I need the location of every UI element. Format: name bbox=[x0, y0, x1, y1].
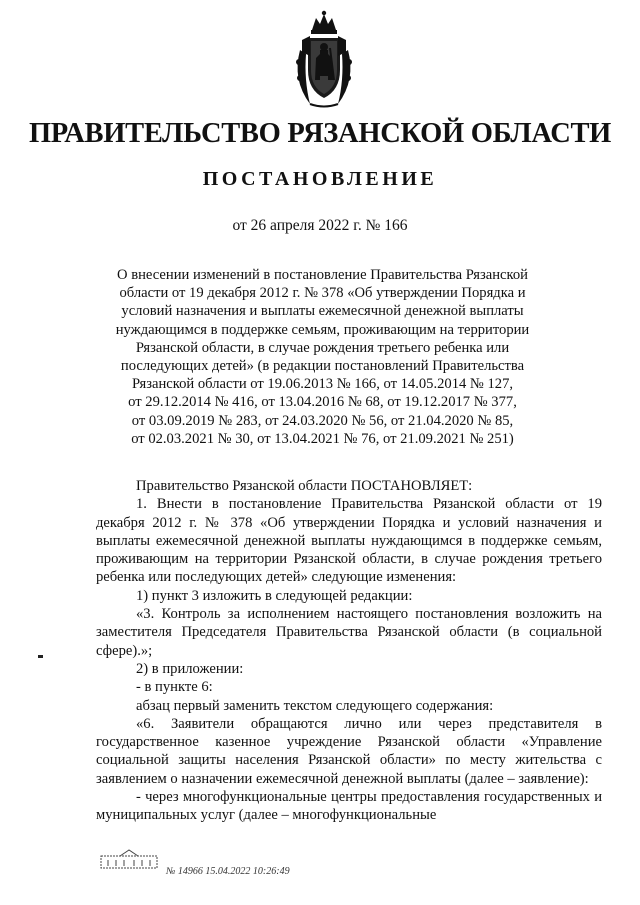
subject-line: области от 19 декабря 2012 г. № 378 «Об утверждении Порядка и bbox=[119, 285, 526, 302]
subject-line: от 29.12.2014 № 416, от 13.04.2016 № 68, от 19.12.2017 № 377, bbox=[128, 394, 517, 411]
document-date-number: от 26 апреля 2022 г. № 166 bbox=[232, 217, 408, 234]
body-paragraph: 1. Внести в постановление Правительства Рязанской области от 19 декабря 2012 г. № 378 «Об утверждении Порядка и условий назначения и выплаты ежемесячной денежной выплаты нуждающимся в поддержке семьям, проживающим на территории Рязанской области, в случае рождения третьего ребенка или последующих детей» следующие изменения: bbox=[96, 496, 602, 586]
subject-line: условий назначения и выплаты ежемесячной денежной выплаты bbox=[121, 303, 524, 320]
body-paragraph: 1) пункт 3 изложить в следующей редакции: bbox=[136, 587, 413, 604]
document-subject bbox=[100, 266, 545, 448]
body-paragraph: абзац первый заменить текстом следующего содержания: bbox=[136, 697, 494, 714]
registration-stamp: № 14966 15.04.2022 10:26:49 bbox=[166, 866, 290, 877]
registry-stamp-icon bbox=[100, 848, 158, 870]
body-paragraph: Правительство Рязанской области ПОСТАНОВЛЯЕТ: bbox=[136, 478, 473, 494]
subject-line: от 03.09.2019 № 283, от 24.03.2020 № 56, от 21.04.2020 № 85, bbox=[131, 412, 514, 429]
subject-line: О внесении изменений в постановление Правительства Рязанской bbox=[117, 267, 528, 283]
body-paragraph: - через многофункциональные центры предоставления государственных и муниципальных услуг (далее – многофункциональные bbox=[96, 789, 602, 824]
body-paragraph: «3. Контроль за исполнением настоящего постановления возложить на заместителя Председателя Правительства Рязанской области (в социальной сфере).»; bbox=[96, 606, 602, 659]
body-paragraph: - в пункте 6: bbox=[136, 679, 213, 696]
document-type: ПОСТАНОВЛЕНИЕ bbox=[202, 168, 438, 190]
subject-line: Рязанской области, в случае рождения третьего ребенка или bbox=[135, 339, 510, 356]
document-body bbox=[96, 477, 602, 825]
subject-line: нуждающимся в поддержке семьям, проживающим на территории bbox=[115, 321, 530, 338]
subject-line: от 02.03.2021 № 30, от 13.04.2021 № 76, от 21.09.2021 № 251) bbox=[131, 430, 514, 447]
coat-of-arms-icon bbox=[290, 10, 358, 110]
margin-mark bbox=[38, 655, 43, 658]
subject-line: Рязанской области от 19.06.2013 № 166, от 14.05.2014 № 127, bbox=[131, 376, 514, 393]
subject-line: последующих детей» (в редакции постановлений Правительства bbox=[120, 358, 525, 375]
body-paragraph: 2) в приложении: bbox=[136, 660, 244, 677]
body-paragraph: «6. Заявители обращаются лично или через представителя в государственное казенное учреждение Рязанской области «Управление социальной защиты населения Рязанской области» по месту жительства с заявлением о назначении ежемесячной денежной выплаты (далее – заявление): bbox=[96, 715, 602, 787]
organization-title: ПРАВИТЕЛЬСТВО РЯЗАНСКОЙ ОБЛАСТИ bbox=[28, 118, 612, 149]
